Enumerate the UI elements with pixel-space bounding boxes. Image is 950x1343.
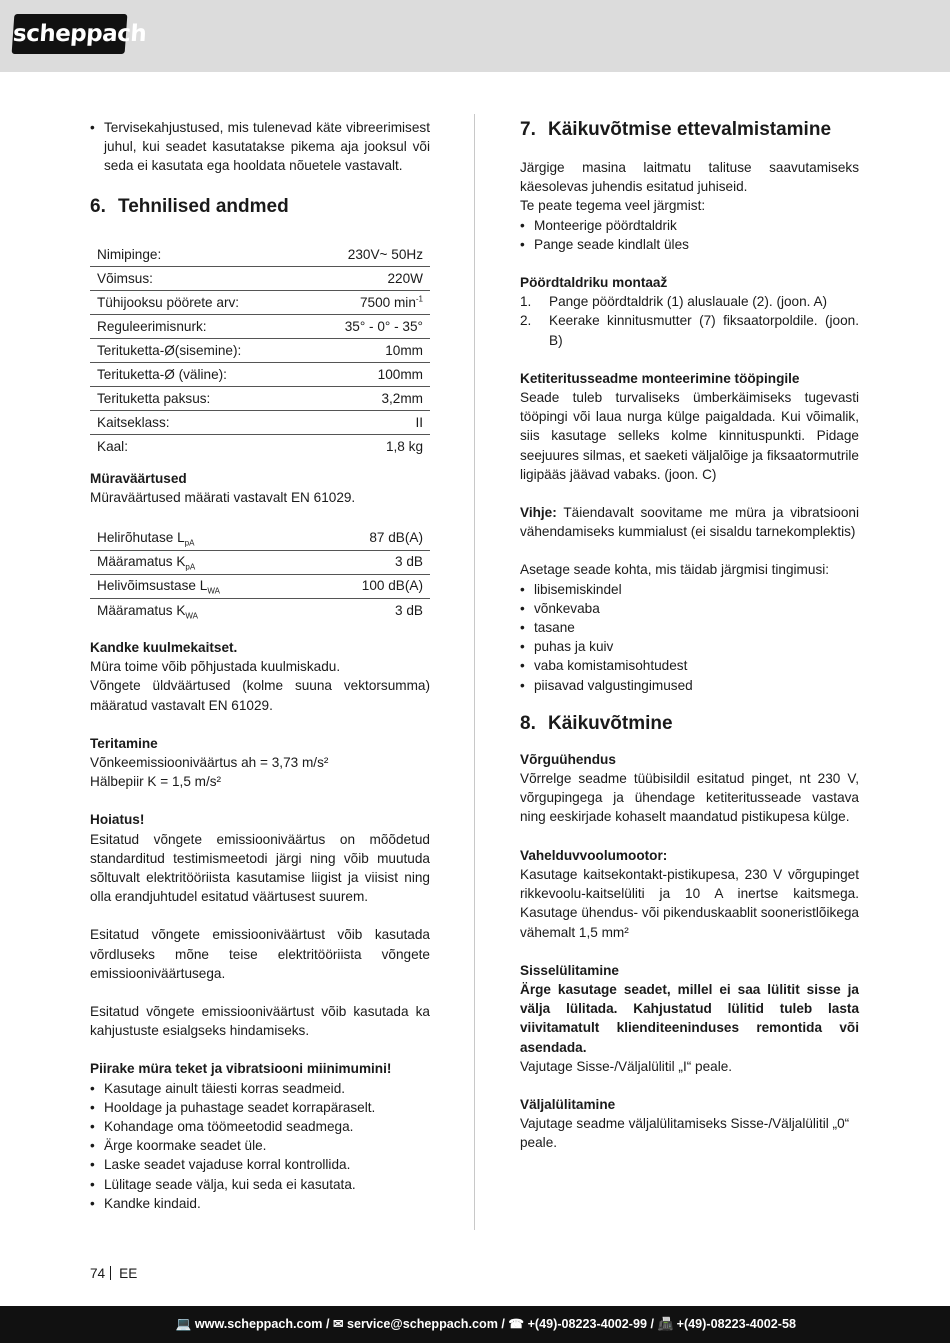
warning-paragraph: Esitatud võngete emissiooniväärtust võib kasutada võrdluseks mõne teise elektritööriista võngete emissiooniväärtusega. <box>90 927 430 981</box>
page-separator <box>110 1266 111 1280</box>
section-title: Käikuvõtmise ettevalmistamine <box>548 119 832 140</box>
mains-text: Võrrelge seadme tüübisildil esitatud pinget, nt 230 V, võrgupingega ja ühendage ketiteritusseade vastava ning eeskirjade kohaselt maandatud pistikupesa külge. <box>520 771 859 825</box>
switch-on-warning: Ärge kasutage seadet, millel ei saa lülitit sisse ja välja lülitada. Kahjustatud lülitid tuleb lasta viivitamatult klienditeeninduses remontida või asendada. <box>520 981 859 1055</box>
table-row <box>90 435 430 459</box>
tip-text: Täiendavalt soovitame me müra ja vibratsiooni vähendamiseks kummialust (ei sisaldu tarnekomplektis) <box>520 505 859 540</box>
list-item: • Lülitage seade välja, kui seda ei kasutata. <box>90 1175 430 1194</box>
ear-line: Võngete üldväärtused (kolme suuna vektorsumma) määratud vastavalt EN 61029. <box>90 678 430 713</box>
spec-value: 230V~ 50Hz <box>305 243 430 267</box>
table-row <box>90 387 430 411</box>
motor-title: Vahelduvvoolumootor: <box>520 847 668 863</box>
spec-value: 10mm <box>305 339 430 363</box>
sharpen-title: Teritamine <box>90 735 158 751</box>
spec-label: Tühijooksu pöörete arv: <box>90 291 305 315</box>
left-column <box>90 118 430 1213</box>
bench-text: Seade tuleb turvaliseks ümberkäimiseks tugevasti tööpingi või laua nurga külge paigaldada. Kui võimalik, siis kasutage selleks kolme kinnituspunkti. Pidage seejuures silmas, et saeketi väljalõige ja fiksaatormutrile ligipääs jäävad vabaks. (joon. C) <box>520 390 859 482</box>
brand-logo: scheppach <box>12 14 128 54</box>
place-list <box>520 580 859 695</box>
list-item: • piisavad valgustingimused <box>520 676 859 695</box>
switch-off-text: Vajutage seadme väljalülitamiseks Sisse-/Väljalülitil „0“ peale. <box>520 1116 850 1151</box>
table-row <box>90 267 430 291</box>
noise-table <box>90 526 430 622</box>
spec-label: Nimipinge: <box>90 243 305 267</box>
section-6-heading <box>90 195 430 219</box>
spec-value: 220W <box>305 267 430 291</box>
sharpen-line: Hälbepiir K = 1,5 m/s² <box>90 774 222 790</box>
warning-paragraph: Esitatud võngete emissiooniväärtust võib kasutada ka kahjustuste esialgseks hindamiseks. <box>90 1004 430 1039</box>
table-row <box>90 315 430 339</box>
noise-label: Määramatus $K_{pA}$ <box>90 550 309 574</box>
switch-on-text: Vajutage Sisse-/Väljalülitil „I“ peale. <box>520 1058 733 1074</box>
spec-label: Kaitseklass: <box>90 411 305 435</box>
spec-value: II <box>305 411 430 435</box>
column-divider <box>474 114 475 1230</box>
switch-off-title: Väljalülitamine <box>520 1096 616 1112</box>
bench-title: Ketiteritusseadme monteerimine tööpingile <box>520 370 800 386</box>
noise-text: Müraväärtused määrati vastavalt EN 61029. <box>90 489 356 505</box>
list-item: • libisemiskindel <box>520 580 859 599</box>
section-title: Tehnilised andmed <box>118 195 289 217</box>
table-row <box>90 339 430 363</box>
page-language: EE <box>119 1266 138 1281</box>
list-item: • Laske seadet vajaduse korral kontrollida. <box>90 1155 430 1174</box>
table-row <box>90 574 430 598</box>
table-row <box>90 550 430 574</box>
spec-value: 35° - 0° - 35° <box>305 315 430 339</box>
noise-value: 100 dB(A) <box>309 574 430 598</box>
minimize-list <box>90 1079 430 1213</box>
list-item: 1. Pange pöördtaldrik (1) aluslauale (2). (joon. A) <box>520 294 828 310</box>
section-number: 7. <box>520 119 536 140</box>
s7-list <box>520 216 859 254</box>
table-row <box>90 243 430 267</box>
page-number-line <box>90 1265 137 1283</box>
s7-paragraph: Te peate tegema veel järgmist: <box>520 198 706 214</box>
switch-on-title: Sisselülitamine <box>520 962 619 978</box>
right-column <box>520 118 859 1153</box>
minimize-title: Piirake müra teket ja vibratsiooni miinimumini! <box>90 1061 392 1077</box>
section-number: 6. <box>90 195 106 217</box>
noise-label: Helivõimsustase $L_{WA}$ <box>90 574 309 598</box>
table-row <box>90 598 430 622</box>
list-item: • Kasutage ainult täiesti korras seadmeid. <box>90 1079 430 1098</box>
spec-label: Terituketta-Ø (väline): <box>90 363 305 387</box>
spec-label: Kaal: <box>97 439 128 455</box>
list-item: • Ärge koormake seadet üle. <box>90 1136 430 1155</box>
spec-label: Reguleerimisnurk: <box>90 315 305 339</box>
ear-title: Kandke kuulmekaitset. <box>90 640 238 656</box>
intro-bullets <box>90 118 430 176</box>
list-item: • Kohandage oma töömeetodid seadmega. <box>90 1117 430 1136</box>
table-row <box>90 291 430 315</box>
spec-value: 3,2mm <box>305 387 430 411</box>
table-row <box>90 526 430 550</box>
list-item: • tasane <box>520 618 859 637</box>
spec-table <box>90 243 430 459</box>
list-item: • Hooldage ja puhastage seadet korrapäraselt. <box>90 1098 430 1117</box>
section-7-heading <box>520 118 859 142</box>
contact-text: 💻 www.scheppach.com / ✉ service@scheppach.com / ☎ +(49)-08223-4002-99 / 📠 +(49)-08223-4002-58 <box>175 1317 796 1331</box>
spec-label: Terituketta-Ø(sisemine): <box>90 339 305 363</box>
section-8-heading <box>520 712 859 736</box>
warning-title: Hoiatus! <box>90 812 145 828</box>
noise-value: 3 dB <box>309 550 430 574</box>
spec-value: 1,8 kg <box>385 439 423 455</box>
spec-value: 7500 $\min^{-1}$ <box>305 291 430 315</box>
list-item: 2. Keerake kinnitusmutter (7) fiksaatorpoldile. (joon. B) <box>520 313 859 348</box>
noise-value: 3 dB <box>395 602 423 618</box>
tip-paragraph <box>520 503 859 541</box>
noise-title: Müraväärtused <box>90 470 187 486</box>
spec-label: Terituketta paksus: <box>90 387 305 411</box>
noise-label: Helirõhutase $L_{pA}$ <box>90 526 309 550</box>
place-text: Asetage seade kohta, mis täidab järgmisi tingimusi: <box>520 562 830 578</box>
table-row <box>90 363 430 387</box>
list-item: • Kandke kindaid. <box>90 1194 430 1213</box>
table-row <box>90 411 430 435</box>
mains-title: Võrguühendus <box>520 751 616 767</box>
tip-label: Vihje: <box>520 505 557 521</box>
noise-value: 87 dB(A) <box>309 526 430 550</box>
spec-value: 100mm <box>305 363 430 387</box>
list-item: • võnkevaba <box>520 599 859 618</box>
list-item: • Tervisekahjustused, mis tulenevad käte vibreerimisest juhul, kui seadet kasutatakse pikema aja jooksul või seda ei kasutata ega hooldata nõuetele vastavalt. <box>90 118 430 176</box>
list-item: • Pange seade kindlalt üles <box>520 235 859 254</box>
turntable-steps <box>520 292 859 350</box>
page-header <box>0 0 950 72</box>
page-number: 74 <box>90 1266 106 1281</box>
section-number: 8. <box>520 712 536 734</box>
contact-footer <box>0 1306 950 1343</box>
motor-text: Kasutage kaitsekontakt-pistikupesa, 230 V võrgupinget rikkevoolu-kaitselüliti ja 10 A inertse kaitsmega. Kasutage ühendus- või pikenduskaablit sooneristlõikega vähemalt 1,5 mm² <box>520 866 859 940</box>
section-title: Käikuvõtmine <box>548 712 673 734</box>
turntable-title: Pöördtaldriku montaaž <box>520 275 668 291</box>
s7-paragraph: Järgige masina laitmatu talituse saavutamiseks käesolevas juhendis esitatud juhiseid. <box>520 160 859 195</box>
spec-label: Võimsus: <box>90 267 305 291</box>
noise-label: Määramatus $K_{WA}$ <box>97 602 198 621</box>
list-item: • Monteerige pöördtaldrik <box>520 216 859 235</box>
sharpen-line: Võnkeemissiooniväärtus ah = 3,73 m/s² <box>90 755 329 771</box>
ear-line: Müra toime võib põhjustada kuulmiskadu. <box>90 659 341 675</box>
warning-paragraph: Esitatud võngete emissiooniväärtus on mõõdetud standarditud testimismeetodi järgi ning võib muutuda sõltuvalt elektritööriista kasutamise liigist ja viisist ning olla erandjuhtudel esitatud väärtusest suurem. <box>90 831 430 905</box>
list-item: • vaba komistamisohtudest <box>520 656 859 675</box>
list-item: • puhas ja kuiv <box>520 637 859 656</box>
